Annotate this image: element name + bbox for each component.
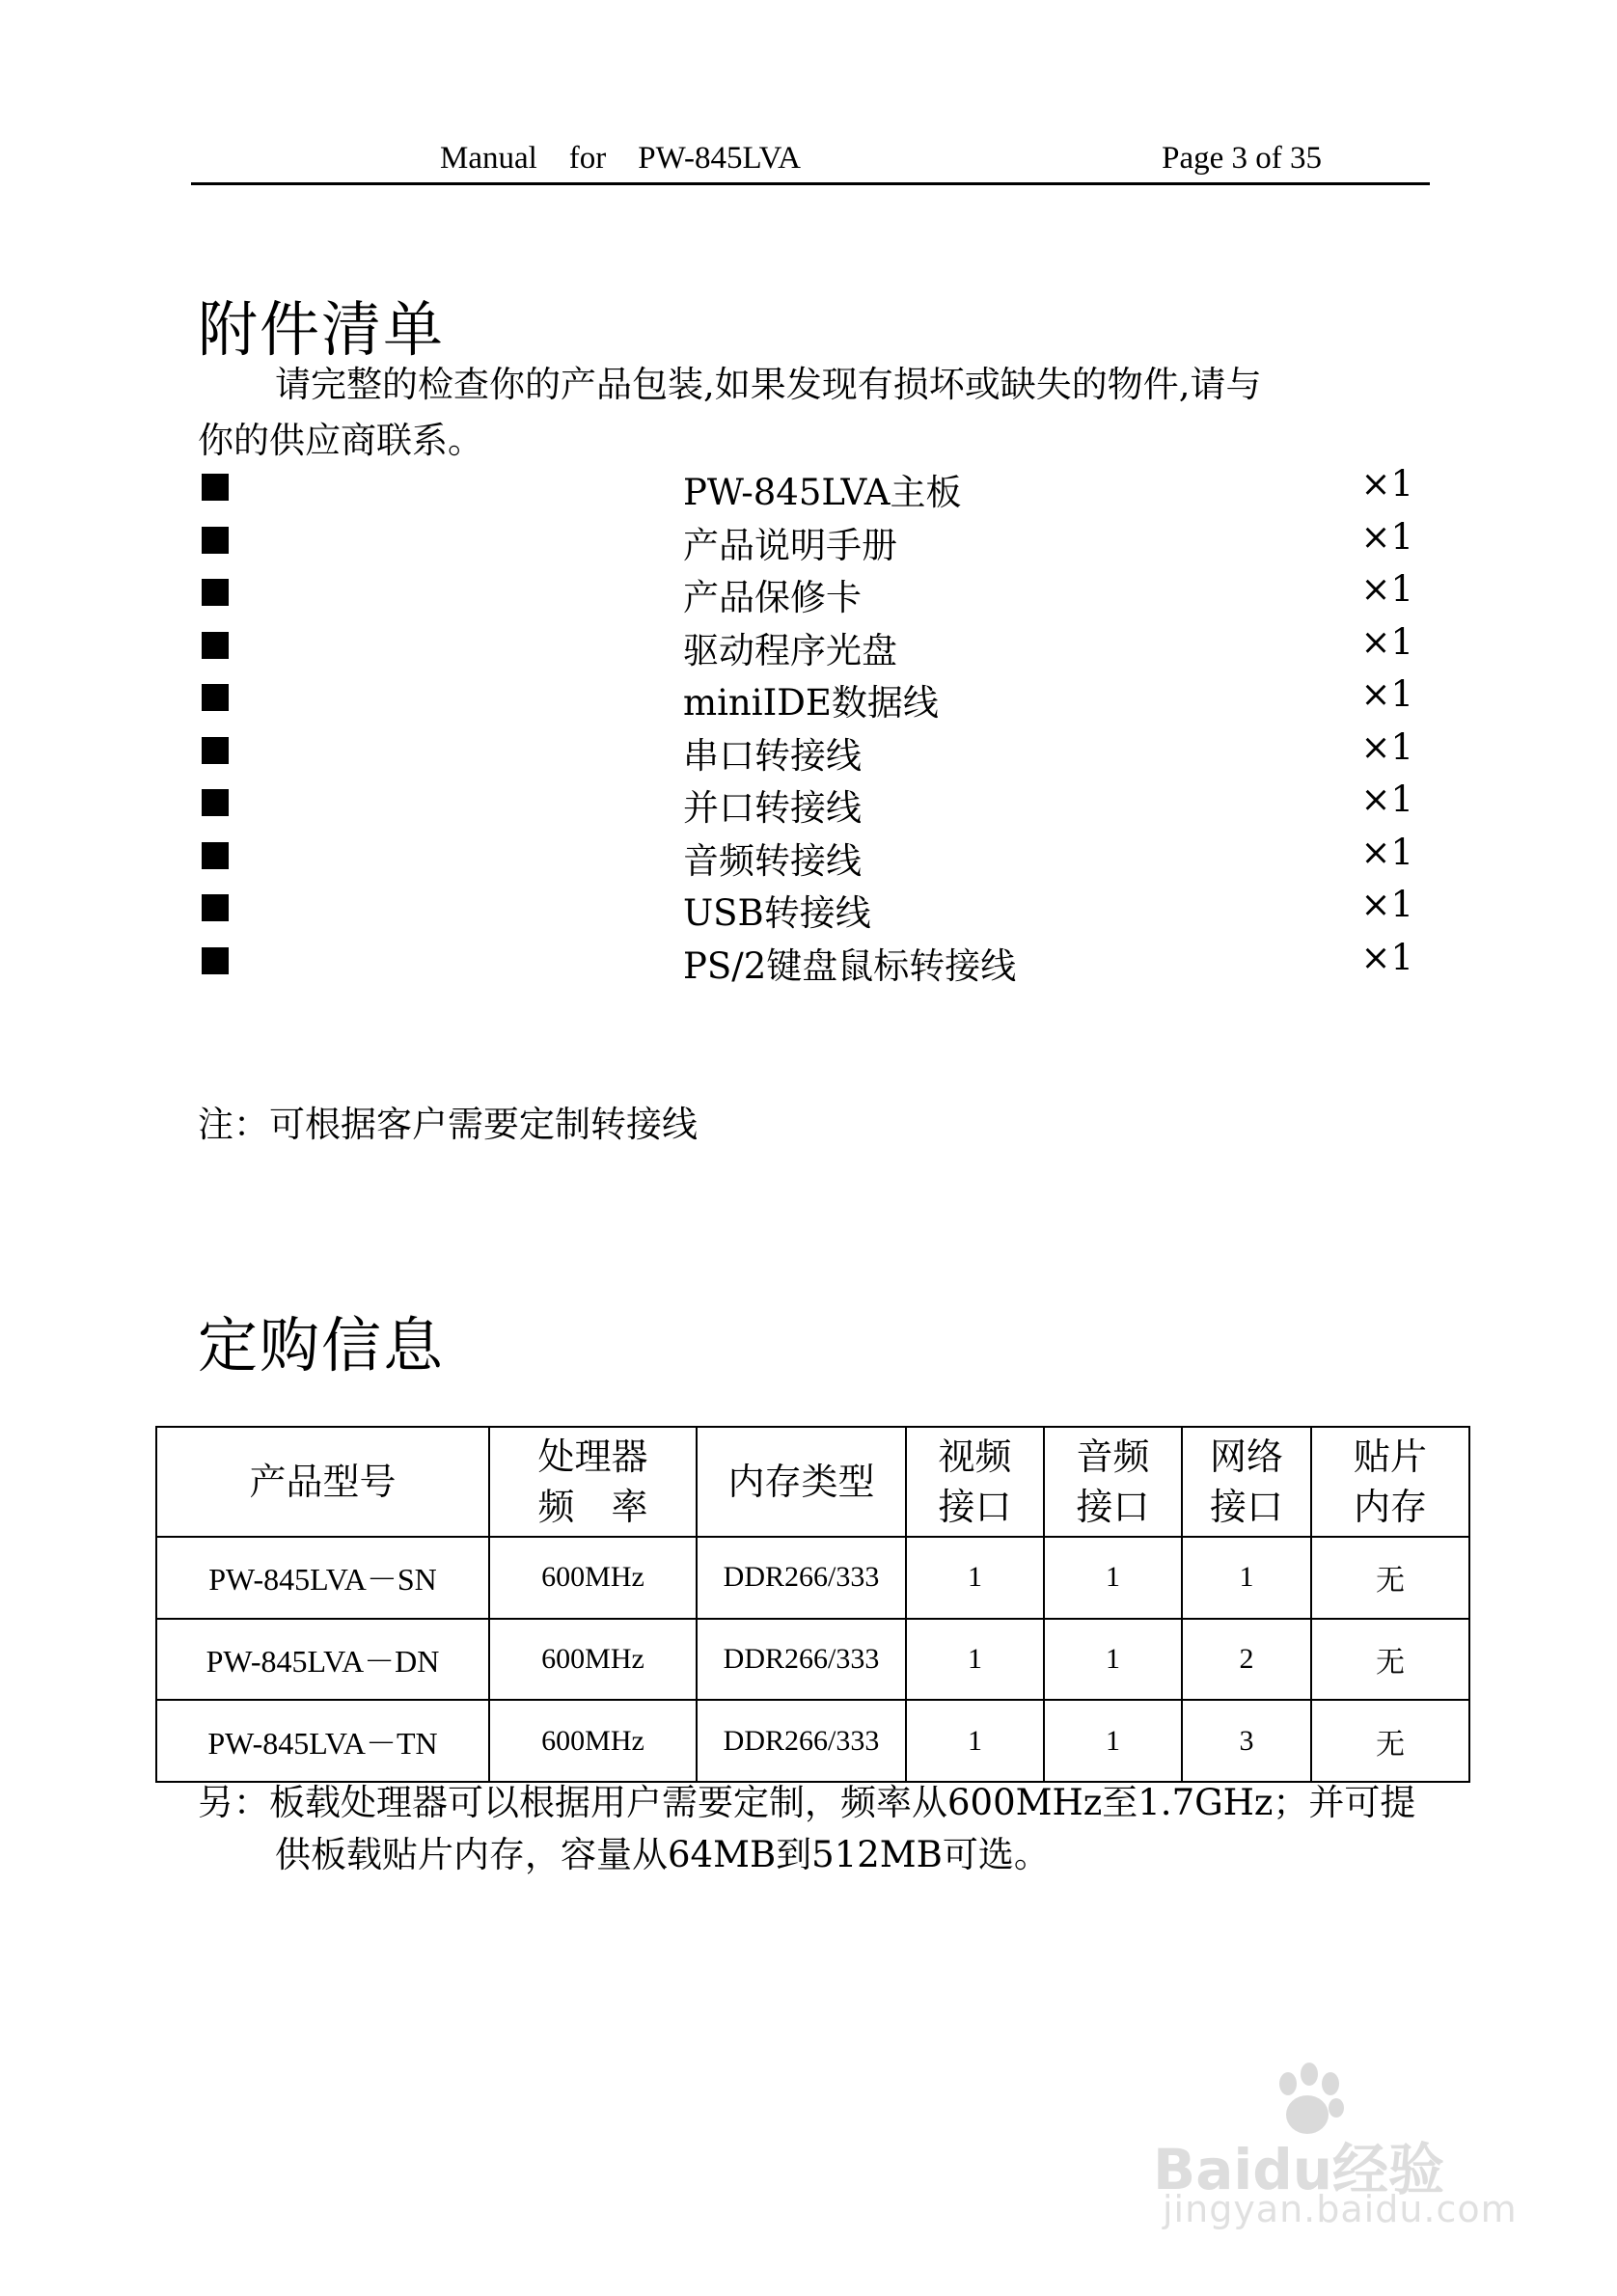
cell-network: 2	[1182, 1619, 1311, 1701]
cell-model: PW-845LVA－TN	[156, 1700, 489, 1782]
header-divider	[191, 182, 1430, 185]
cell-onboard-memory: 无	[1311, 1619, 1469, 1701]
cell-audio: 1	[1044, 1700, 1182, 1782]
item-qty: ×1	[1360, 515, 1413, 558]
ordering-extra-note	[198, 1777, 1442, 1881]
list-item	[198, 830, 1423, 883]
list-item	[198, 566, 1423, 619]
item-name: 驱动程序光盘	[683, 629, 897, 671]
cell-video: 1	[906, 1700, 1044, 1782]
accessories-heading: 附件清单	[198, 294, 446, 365]
col-header-model: 产品型号	[156, 1427, 489, 1537]
cell-audio: 1	[1044, 1537, 1182, 1619]
extra-line-1: 另：板载处理器可以根据用户需要定制，频率从600MHz至1.7GHz；并可提	[198, 1782, 1416, 1823]
accessories-intro	[198, 357, 1433, 469]
item-qty: ×1	[1360, 568, 1413, 610]
list-item	[198, 619, 1423, 672]
cell-onboard-memory: 无	[1311, 1537, 1469, 1619]
table-row	[156, 1700, 1469, 1782]
ordering-table	[155, 1426, 1470, 1783]
cell-cpu-freq: 600MHz	[489, 1619, 697, 1701]
bullet-icon	[202, 632, 229, 659]
page-number: Page 3 of 35	[1162, 141, 1322, 176]
extra-line-2: 供板载贴片内存，容量从64MB到512MB可选。	[275, 1834, 1050, 1875]
item-name: 产品说明手册	[683, 524, 897, 566]
bullet-icon	[202, 789, 229, 816]
item-qty: ×1	[1360, 463, 1413, 505]
item-name: 并口转接线	[683, 787, 862, 829]
item-name: PS/2键盘鼠标转接线	[683, 944, 1017, 987]
col-header-network: 网络 接口	[1182, 1427, 1311, 1537]
list-item	[198, 777, 1423, 830]
bullet-icon	[202, 527, 229, 554]
cell-model: PW-845LVA－DN	[156, 1619, 489, 1701]
item-name: miniIDE数据线	[683, 682, 939, 724]
page-header	[191, 133, 1430, 183]
table-row	[156, 1619, 1469, 1701]
list-item	[198, 724, 1423, 778]
bullet-icon	[202, 684, 229, 711]
list-item	[198, 935, 1423, 988]
list-item	[198, 882, 1423, 935]
bullet-icon	[202, 737, 229, 764]
list-item	[198, 514, 1423, 567]
item-qty: ×1	[1360, 936, 1413, 978]
col-header-audio: 音频 接口	[1044, 1427, 1182, 1537]
list-item	[198, 461, 1423, 514]
cell-memory-type: DDR266/333	[697, 1700, 906, 1782]
table-row	[156, 1537, 1469, 1619]
cell-cpu-freq: 600MHz	[489, 1700, 697, 1782]
cell-video: 1	[906, 1619, 1044, 1701]
item-qty: ×1	[1360, 779, 1413, 820]
cell-memory-type: DDR266/333	[697, 1537, 906, 1619]
cell-model: PW-845LVA－SN	[156, 1537, 489, 1619]
bullet-icon	[202, 947, 229, 974]
manual-title: Manual for PW-845LVA	[440, 141, 801, 176]
cell-memory-type: DDR266/333	[697, 1619, 906, 1701]
item-name: 产品保修卡	[683, 577, 862, 618]
intro-line-1: 请完整的检查你的产品包装,如果发现有损坏或缺失的物件,请与	[275, 364, 1262, 405]
col-header-memory-type: 内存类型	[697, 1427, 906, 1537]
bullet-icon	[202, 579, 229, 606]
item-qty: ×1	[1360, 884, 1413, 925]
watermark-brand: Baidu经验	[1153, 2137, 1445, 2202]
item-qty: ×1	[1360, 673, 1413, 715]
item-qty: ×1	[1360, 831, 1413, 873]
item-name: USB转接线	[683, 892, 871, 934]
accessories-note: 注：可根据客户需要定制转接线	[198, 1104, 698, 1145]
watermark-url: jingyan.baidu.com	[1163, 2188, 1518, 2230]
bullet-icon	[202, 474, 229, 501]
intro-line-2: 你的供应商联系。	[198, 420, 483, 461]
item-name: PW-845LVA主板	[683, 472, 962, 513]
item-name: 串口转接线	[683, 734, 862, 777]
bullet-icon	[202, 842, 229, 869]
table-header-row	[156, 1427, 1469, 1537]
col-header-cpu-freq: 处理器 频 率	[489, 1427, 697, 1537]
ordering-heading: 定购信息	[198, 1310, 446, 1380]
item-name: 音频转接线	[683, 839, 862, 882]
cell-onboard-memory: 无	[1311, 1700, 1469, 1782]
cell-cpu-freq: 600MHz	[489, 1537, 697, 1619]
bullet-icon	[202, 894, 229, 921]
accessory-list	[198, 461, 1423, 987]
baidu-watermark	[1143, 2055, 1548, 2257]
cell-network: 1	[1182, 1537, 1311, 1619]
col-header-onboard-memory: 贴片 内存	[1311, 1427, 1469, 1537]
list-item	[198, 671, 1423, 724]
cell-audio: 1	[1044, 1619, 1182, 1701]
item-qty: ×1	[1360, 620, 1413, 663]
cell-video: 1	[906, 1537, 1044, 1619]
cell-network: 3	[1182, 1700, 1311, 1782]
item-qty: ×1	[1360, 725, 1413, 768]
col-header-video: 视频 接口	[906, 1427, 1044, 1537]
